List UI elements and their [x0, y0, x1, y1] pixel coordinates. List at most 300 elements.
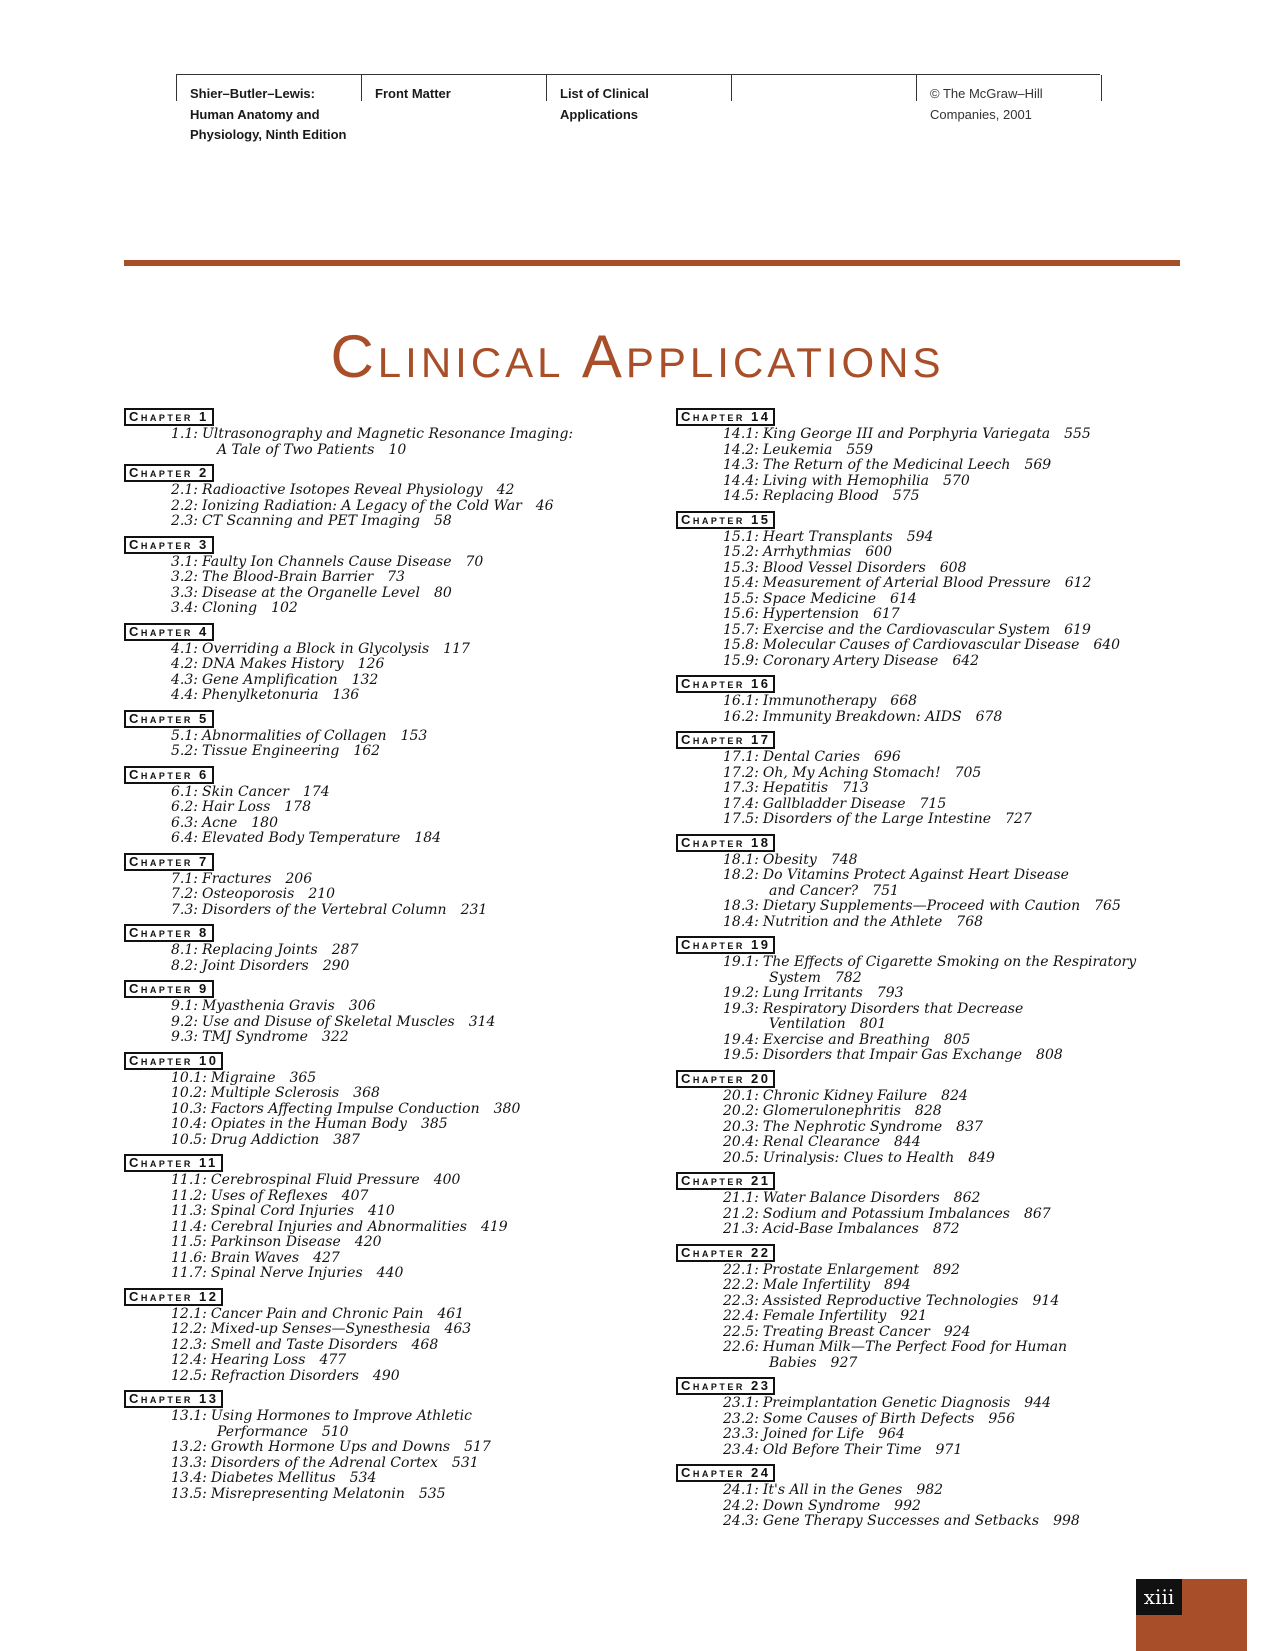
application-entry[interactable]	[171, 1117, 644, 1133]
entry-number: 22.2:	[723, 1277, 759, 1293]
entry-number: 11.4:	[171, 1218, 207, 1235]
entry-title: Multiple Sclerosis	[210, 1085, 340, 1101]
application-entry[interactable]	[171, 1189, 644, 1205]
entry-title: Smell and Taste Disorders	[210, 1336, 398, 1353]
header-divider	[546, 75, 547, 101]
chapter-block	[124, 924, 644, 974]
entry-number: 3.3:	[171, 584, 198, 601]
application-list	[124, 555, 644, 617]
entry-title: Renal Clearance	[762, 1134, 881, 1150]
application-entry[interactable]	[723, 797, 1196, 813]
chapter-label: Chapter 16	[676, 675, 775, 693]
entry-number: 12.5:	[171, 1367, 207, 1384]
application-entry[interactable]	[723, 443, 1196, 459]
entry-continuation	[723, 1356, 1196, 1372]
entry-title: DNA Makes History	[201, 656, 344, 672]
entry-number: 22.1:	[723, 1261, 759, 1278]
entry-title: Hearing Loss	[210, 1352, 306, 1368]
entry-title: Use and Disuse of Skeletal Muscles	[201, 1013, 455, 1030]
application-entry[interactable]	[171, 1471, 644, 1487]
application-entry[interactable]	[171, 1353, 644, 1369]
entry-page-number: 956	[988, 1410, 1016, 1427]
entry-number: 5.1:	[171, 727, 198, 744]
entry-title: The Blood-Brain Barrier	[201, 569, 374, 585]
application-entry[interactable]	[171, 688, 644, 704]
application-entry[interactable]	[723, 1278, 1196, 1294]
entry-page-number: 368	[353, 1085, 380, 1101]
entry-page-number: 80	[433, 584, 452, 601]
entry-page-number: 136	[332, 687, 360, 703]
application-entry[interactable]	[171, 943, 644, 959]
entry-number: 19.2:	[723, 985, 759, 1001]
entry-number: 6.2:	[171, 799, 198, 815]
chapter-label: Chapter 11	[124, 1154, 223, 1172]
chapter-label: Chapter 19	[676, 936, 775, 954]
entry-page-number: 126	[357, 656, 385, 672]
application-entry[interactable]	[723, 766, 1196, 782]
entry-page-number: 867	[1023, 1205, 1051, 1222]
entry-title: Coronary Artery Disease	[762, 652, 939, 669]
entry-page-number: 713	[842, 780, 869, 796]
entry-title: Disorders of the Large Intestine	[762, 811, 991, 827]
entry-title: Joint Disorders	[201, 957, 309, 974]
application-entry[interactable]	[723, 427, 1196, 443]
entry-title: TMJ Syndrome	[201, 1029, 308, 1045]
entry-title: Skin Cancer	[201, 783, 289, 800]
entry-page-number: 10	[388, 441, 407, 458]
application-entry[interactable]	[723, 1207, 1196, 1223]
application-entry[interactable]	[723, 1104, 1196, 1120]
chapter-block	[124, 710, 644, 760]
application-entry[interactable]	[723, 899, 1196, 915]
entry-title: Old Before Their Time	[762, 1441, 922, 1458]
chapter-block	[676, 936, 1196, 1064]
application-entry[interactable]	[171, 1251, 644, 1267]
application-entry[interactable]	[171, 1133, 644, 1149]
entry-page-number: 387	[333, 1131, 360, 1148]
application-list	[124, 1307, 644, 1385]
entry-title: Abnormalities of Collagen	[201, 727, 387, 744]
chapter-label: Chapter 23	[676, 1377, 775, 1395]
entry-page-number: 420	[354, 1234, 382, 1250]
application-entry[interactable]	[723, 1427, 1196, 1443]
entry-title: Human Milk—The Perfect Food for Human	[762, 1339, 1068, 1355]
application-entry[interactable]	[171, 872, 644, 888]
entry-page-number: 768	[956, 913, 984, 930]
entry-title: Molecular Causes of Cardiovascular Disease	[762, 637, 1080, 653]
entry-page-number: 824	[941, 1087, 968, 1104]
application-entry[interactable]	[723, 458, 1196, 474]
application-entry[interactable]	[723, 623, 1196, 639]
entry-title: Joined for Life	[762, 1426, 865, 1442]
application-entry[interactable]	[723, 545, 1196, 561]
application-entry[interactable]	[723, 1443, 1196, 1459]
application-entry[interactable]	[171, 1409, 644, 1440]
application-entry[interactable]	[723, 1309, 1196, 1325]
application-entry[interactable]	[171, 1235, 644, 1251]
application-entry[interactable]	[723, 750, 1196, 766]
application-entry[interactable]	[723, 1325, 1196, 1341]
application-entry[interactable]	[723, 1396, 1196, 1412]
entry-title: Blood Vessel Disorders	[762, 559, 926, 576]
application-entry[interactable]	[723, 1340, 1196, 1371]
entry-title: Tissue Engineering	[201, 743, 340, 759]
entry-number: 17.5:	[723, 811, 759, 827]
entry-page-number: 748	[830, 851, 858, 868]
chapter-label: Chapter 15	[676, 511, 775, 529]
entry-page-number: 174	[302, 783, 330, 800]
entry-number: 16.2:	[723, 708, 759, 725]
entry-page-number: 365	[289, 1069, 317, 1086]
application-entry[interactable]	[723, 915, 1196, 931]
application-entry[interactable]	[171, 555, 644, 571]
entry-page-number: 385	[420, 1116, 448, 1132]
application-entry[interactable]	[171, 1456, 644, 1472]
entry-page-number: 678	[975, 708, 1003, 725]
entry-number: 16.1:	[723, 693, 759, 709]
entry-page-number: 287	[331, 942, 359, 958]
entry-page-number: 132	[351, 671, 379, 688]
entry-title: Sodium and Potassium Imbalances	[762, 1205, 1010, 1222]
application-entry[interactable]	[171, 1487, 644, 1503]
application-entry[interactable]	[723, 474, 1196, 490]
header-copyright: © The McGraw–Hill Companies, 2001	[930, 86, 1043, 122]
entry-number: 7.3:	[171, 901, 198, 918]
header-divider	[361, 75, 362, 101]
entry-page-number: 555	[1064, 426, 1091, 442]
entry-title: The Effects of Cigarette Smoking on the Respiratory	[762, 954, 1137, 970]
chapter-label: Chapter 3	[124, 536, 214, 554]
entry-page-number: 380	[493, 1100, 521, 1117]
application-entry[interactable]	[723, 1294, 1196, 1310]
chapter-label: Chapter 22	[676, 1244, 775, 1262]
entry-page-number: 705	[954, 764, 982, 781]
entry-number: 12.4:	[171, 1352, 207, 1368]
entry-title: Some Causes of Birth Defects	[762, 1410, 975, 1427]
entry-number: 4.4:	[171, 687, 198, 703]
application-entry[interactable]	[171, 427, 644, 458]
chapter-label: Chapter 24	[676, 1464, 775, 1482]
application-entry[interactable]	[723, 530, 1196, 546]
chapter-block	[676, 1172, 1196, 1238]
application-list	[676, 530, 1196, 670]
entry-number: 2.2:	[171, 497, 198, 514]
application-entry[interactable]	[723, 853, 1196, 869]
entry-page-number: 998	[1053, 1513, 1080, 1529]
application-entry[interactable]	[171, 1204, 644, 1220]
chapter-block	[676, 1244, 1196, 1372]
entry-page-number: 461	[437, 1305, 465, 1322]
entry-number: 4.1:	[171, 640, 198, 657]
entry-number: 23.1:	[723, 1395, 759, 1411]
chapter-block	[124, 408, 644, 458]
entry-number: 21.1:	[723, 1190, 759, 1206]
chapter-block	[676, 834, 1196, 931]
entry-title: Misrepresenting Melatonin	[210, 1485, 405, 1502]
chapter-label: Chapter 2	[124, 464, 214, 482]
application-entry[interactable]	[723, 1033, 1196, 1049]
chapter-block	[676, 1464, 1196, 1530]
entry-title: Hair Loss	[201, 799, 271, 815]
chapter-block	[124, 536, 644, 617]
entry-page-number: 410	[368, 1203, 395, 1219]
application-entry[interactable]	[171, 887, 644, 903]
entry-page-number: 440	[376, 1265, 404, 1281]
application-list	[676, 694, 1196, 725]
entry-title: Replacing Blood	[762, 488, 879, 504]
entry-number: 20.2:	[723, 1103, 759, 1119]
entry-title: Dietary Supplements—Proceed with Caution	[762, 898, 1081, 914]
entry-number: 10.2:	[171, 1085, 207, 1101]
chapter-label: Chapter 12	[124, 1288, 223, 1306]
application-entry[interactable]	[171, 570, 644, 586]
entry-title: Cerebral Injuries and Abnormalities	[210, 1218, 467, 1235]
entry-title: Replacing Joints	[201, 942, 318, 958]
application-entry[interactable]	[723, 561, 1196, 577]
entry-page-number: 178	[284, 799, 311, 815]
entry-title: Refraction Disorders	[210, 1367, 359, 1384]
entry-title: Cerebrospinal Fluid Pressure	[210, 1172, 420, 1188]
entry-title: Down Syndrome	[762, 1497, 881, 1514]
application-entry[interactable]	[723, 1412, 1196, 1428]
entry-number: 14.4:	[723, 472, 759, 489]
entry-number: 2.1:	[171, 482, 198, 498]
entry-title: Myasthenia Gravis	[201, 998, 335, 1014]
entry-title: Arrhythmias	[762, 544, 852, 560]
entry-title: Mixed-up Senses—Synesthesia	[210, 1321, 431, 1337]
entry-title: Diabetes Mellitus	[210, 1470, 336, 1486]
application-entry[interactable]	[171, 1369, 644, 1385]
entry-page-number: 924	[943, 1323, 971, 1340]
application-entry[interactable]	[171, 1015, 644, 1031]
entry-continuation	[723, 971, 1196, 987]
entry-page-number: 570	[943, 472, 970, 489]
entry-page-number: 612	[1064, 575, 1092, 591]
application-entry[interactable]	[723, 1483, 1196, 1499]
entry-number: 10.4:	[171, 1116, 207, 1132]
application-entry[interactable]	[171, 903, 644, 919]
entry-number: 18.3:	[723, 898, 759, 914]
entry-number: 6.3:	[171, 814, 198, 831]
chapter-label: Chapter 7	[124, 853, 214, 871]
application-entry[interactable]	[723, 1222, 1196, 1238]
entry-title: Space Medicine	[762, 590, 877, 607]
application-entry[interactable]	[723, 868, 1196, 899]
application-list	[124, 1409, 644, 1502]
chapter-label: Chapter 10	[124, 1052, 223, 1070]
entry-page-number: 765	[1094, 898, 1121, 914]
entry-title: Factors Affecting Impulse Conduction	[210, 1100, 480, 1117]
application-entry[interactable]	[723, 1120, 1196, 1136]
entry-number: 15.6:	[723, 606, 759, 622]
chapter-block	[676, 731, 1196, 828]
entry-number: 4.2:	[171, 656, 198, 672]
application-entry[interactable]	[723, 1499, 1196, 1515]
application-entry[interactable]	[171, 483, 644, 499]
application-entry[interactable]	[723, 1191, 1196, 1207]
header-subsection: List of Clinical Applications	[560, 86, 649, 122]
entry-title-continued: Ventilation	[769, 1016, 846, 1032]
application-entry[interactable]	[171, 657, 644, 673]
entry-page-number: 419	[480, 1218, 508, 1235]
application-entry[interactable]	[171, 1030, 644, 1046]
application-entry[interactable]	[171, 1307, 644, 1323]
application-entry[interactable]	[723, 489, 1196, 505]
application-entry[interactable]	[723, 812, 1196, 828]
application-entry[interactable]	[171, 1266, 644, 1282]
entry-title: Drug Addiction	[210, 1131, 320, 1148]
chapter-column-right	[676, 408, 1196, 1536]
application-entry[interactable]	[723, 638, 1196, 654]
application-entry[interactable]	[171, 1102, 644, 1118]
entry-page-number: 463	[444, 1321, 472, 1337]
application-list	[124, 483, 644, 530]
application-entry[interactable]	[171, 514, 644, 530]
entry-page-number: 894	[884, 1277, 911, 1293]
entry-number: 23.4:	[723, 1441, 759, 1458]
entry-page-number: 102	[271, 600, 298, 616]
application-entry[interactable]	[723, 1089, 1196, 1105]
entry-title: Phenylketonuria	[201, 687, 319, 703]
application-entry[interactable]	[171, 959, 644, 975]
entry-number: 6.4:	[171, 830, 198, 846]
entry-title: Exercise and Breathing	[762, 1031, 930, 1048]
application-entry[interactable]	[171, 744, 644, 760]
application-entry[interactable]	[723, 710, 1196, 726]
entry-page-number: 184	[414, 830, 442, 846]
entry-page-number: 407	[341, 1187, 369, 1204]
entry-title: Prostate Enlargement	[762, 1261, 920, 1278]
application-entry[interactable]	[171, 673, 644, 689]
entry-title: Female Infertility	[762, 1308, 887, 1324]
entry-title: Ionizing Radiation: A Legacy of the Cold War	[201, 497, 522, 514]
application-entry[interactable]	[171, 499, 644, 515]
entry-number: 3.2:	[171, 569, 198, 585]
chapter-label: Chapter 4	[124, 623, 214, 641]
application-entry[interactable]	[171, 1338, 644, 1354]
application-entry[interactable]	[723, 592, 1196, 608]
application-entry[interactable]	[171, 1220, 644, 1236]
entry-number: 11.5:	[171, 1234, 207, 1250]
application-list	[676, 955, 1196, 1064]
application-entry[interactable]	[171, 729, 644, 745]
entry-continuation	[723, 1017, 1196, 1033]
application-entry[interactable]	[723, 955, 1196, 986]
application-entry[interactable]	[723, 576, 1196, 592]
chapter-column-left	[124, 408, 644, 1508]
entry-title: Parkinson Disease	[210, 1234, 341, 1250]
application-list	[676, 1263, 1196, 1372]
entry-page-number: 42	[496, 482, 515, 498]
entry-number: 9.1:	[171, 998, 198, 1014]
application-entry[interactable]	[171, 816, 644, 832]
application-entry[interactable]	[171, 800, 644, 816]
application-entry[interactable]	[723, 607, 1196, 623]
chapter-block	[676, 1070, 1196, 1167]
chapter-label: Chapter 5	[124, 710, 214, 728]
entry-title: Water Balance Disorders	[762, 1190, 940, 1206]
entry-title: Gallbladder Disease	[762, 795, 906, 812]
application-entry[interactable]	[171, 999, 644, 1015]
entry-page-number: 70	[465, 553, 484, 570]
entry-page-number: 844	[894, 1134, 921, 1150]
application-entry[interactable]	[171, 1071, 644, 1087]
application-entry[interactable]	[171, 642, 644, 658]
entry-page-number: 510	[321, 1423, 349, 1440]
application-entry[interactable]	[171, 586, 644, 602]
entry-page-number: 619	[1064, 621, 1091, 638]
application-entry[interactable]	[723, 654, 1196, 670]
application-entry[interactable]	[171, 1322, 644, 1338]
entry-page-number: 921	[900, 1308, 927, 1324]
entry-number: 22.6:	[723, 1339, 759, 1355]
application-entry[interactable]	[171, 601, 644, 617]
entry-title: Overriding a Block in Glycolysis	[201, 640, 430, 657]
entry-number: 19.5:	[723, 1047, 759, 1063]
entry-page-number: 668	[890, 693, 918, 709]
chapter-block	[124, 980, 644, 1046]
application-entry[interactable]	[723, 1514, 1196, 1530]
entry-number: 15.1:	[723, 528, 759, 545]
chapter-block	[124, 623, 644, 704]
application-entry[interactable]	[723, 694, 1196, 710]
entry-number: 11.7:	[171, 1265, 207, 1281]
entry-number: 2.3:	[171, 513, 198, 529]
entry-title: Disorders of the Adrenal Cortex	[210, 1454, 438, 1471]
application-entry[interactable]	[171, 1173, 644, 1189]
entry-title: Brain Waves	[210, 1249, 300, 1266]
entry-number: 15.5:	[723, 590, 759, 607]
entry-title: Obesity	[762, 851, 817, 868]
chapter-label: Chapter 6	[124, 766, 214, 784]
entry-title-continued: Performance	[217, 1423, 308, 1440]
application-list	[124, 729, 644, 760]
application-list	[676, 427, 1196, 505]
application-entry[interactable]	[171, 1086, 644, 1102]
entry-number: 22.5:	[723, 1323, 759, 1340]
application-entry[interactable]	[171, 831, 644, 847]
entry-title: Immunity Breakdown: AIDS	[762, 708, 962, 725]
entry-title: Immunotherapy	[762, 693, 877, 709]
entry-title: Heart Transplants	[762, 528, 893, 545]
application-entry[interactable]	[723, 986, 1196, 1002]
chapter-block	[124, 1154, 644, 1282]
entry-page-number: 751	[872, 882, 899, 899]
entry-number: 8.2:	[171, 957, 198, 974]
application-entry[interactable]	[723, 1263, 1196, 1279]
entry-number: 20.3:	[723, 1118, 759, 1135]
application-entry[interactable]	[723, 1048, 1196, 1064]
entry-page-number: 793	[876, 985, 904, 1001]
application-entry[interactable]	[171, 1440, 644, 1456]
entry-page-number: 46	[535, 497, 554, 514]
application-entry[interactable]	[171, 785, 644, 801]
application-entry[interactable]	[723, 1151, 1196, 1167]
entry-title: Oh, My Aching Stomach!	[762, 764, 941, 781]
chapter-block	[124, 464, 644, 530]
entry-page-number: 322	[321, 1029, 349, 1045]
entry-title: Glomerulonephritis	[762, 1103, 901, 1119]
entry-title: Ultrasonography and Magnetic Resonance Imaging:	[201, 426, 574, 442]
application-list	[124, 1173, 644, 1282]
entry-page-number: 971	[935, 1441, 963, 1458]
entry-page-number: 231	[460, 901, 488, 918]
application-entry[interactable]	[723, 1135, 1196, 1151]
application-entry[interactable]	[723, 781, 1196, 797]
entry-number: 3.1:	[171, 553, 198, 570]
entry-page-number: 614	[890, 590, 917, 607]
application-entry[interactable]	[723, 1002, 1196, 1033]
